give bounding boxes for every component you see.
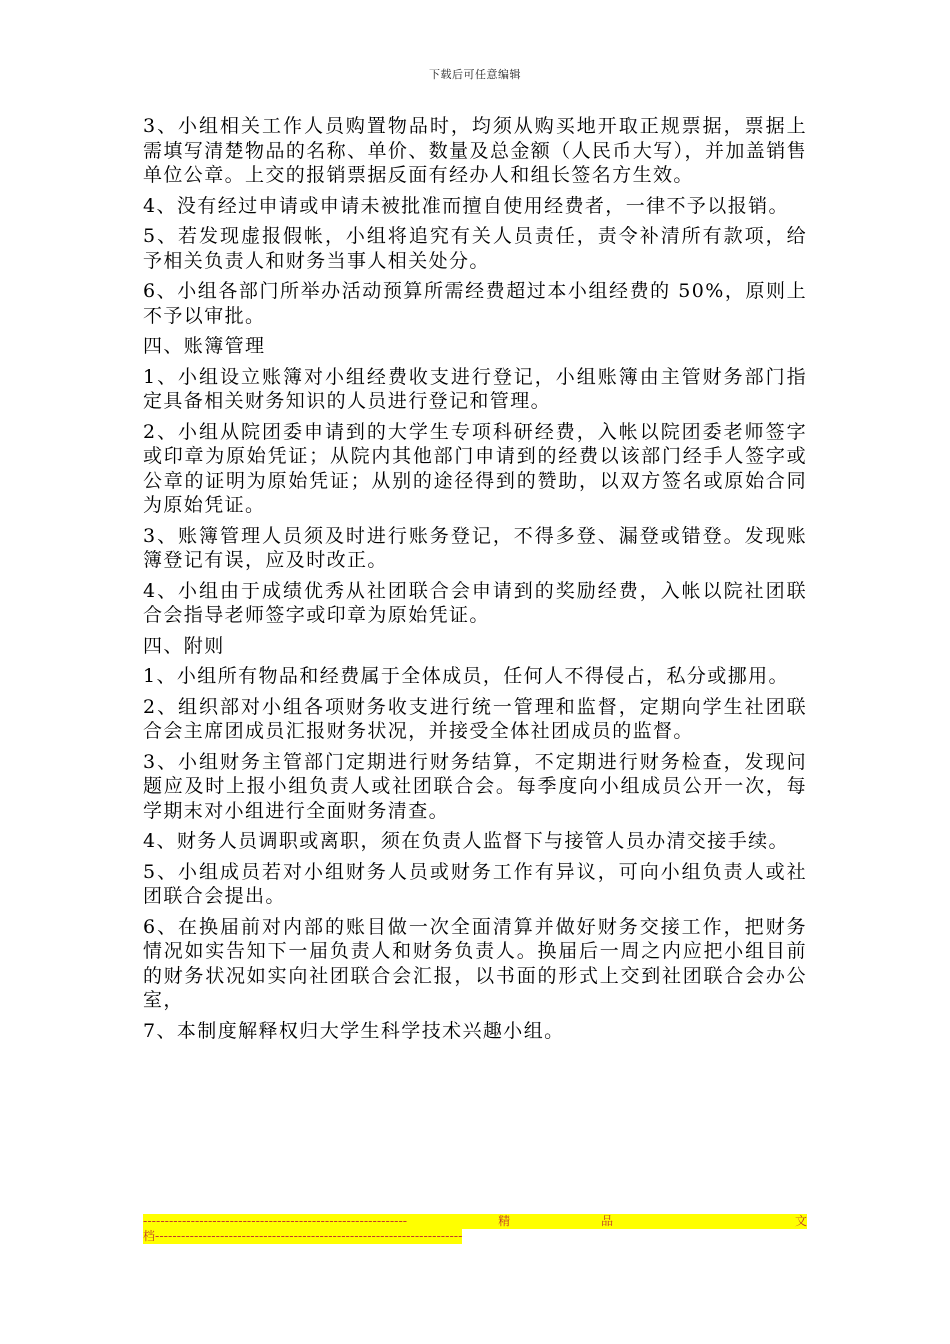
supplementary-paragraph-4: 4、财务人员调职或离职，须在负责人监督下与接管人员办清交接手续。	[143, 830, 789, 852]
section-heading-supplementary: 四、附则	[143, 634, 225, 657]
section-heading-ledger: 四、账簿管理	[143, 335, 266, 357]
footer-dashes-left: -------------------------------------------------------------	[143, 1214, 408, 1228]
supplementary-paragraph-3: 3、小组财务主管部门定期进行财务结算，不定期进行财务检查，发现问题应及时上报小组负责人或社团联合会。每季度向小组成员公开一次，每学期末对小组进行全面财务清查。	[143, 750, 807, 822]
footer-word-jing: 精	[498, 1214, 511, 1228]
document-body	[143, 114, 807, 1049]
page-header: 下载后可任意编辑	[429, 68, 521, 81]
footer-word-dang: 档	[143, 1229, 156, 1243]
paragraph-5-false-claims: 5、若发现虚报假帐，小组将追究有关人员责任，责令补清所有款项，给予相关负责人和财务当事人相关处分。	[143, 225, 807, 272]
ledger-paragraph-2: 2、小组从院团委申请到的大学生专项科研经费，入帐以院团委老师签字或印章为原始凭证；从院内其他部门申请到的经费以该部门经手人签字或公章的证明为原始凭证；从别的途径得到的赞助，以双方签名或原始合同为原始凭证。	[143, 420, 807, 516]
footer-word-wen: 文	[794, 1214, 807, 1228]
supplementary-paragraph-1: 1、小组所有物品和经费属于全体成员，任何人不得侵占，私分或挪用。	[143, 665, 789, 687]
paragraph-6-budget-limit: 6、小组各部门所举办活动预算所需经费超过本小组经费的 50%，原则上不予以审批。	[143, 280, 807, 327]
supplementary-paragraph-6: 6、在换届前对内部的账目做一次全面清算并做好财务交接工作，把财务情况如实告知下一届负责人和财务负责人。换届后一周之内应把小组目前的财务状况如实向社团联合会汇报，以书面的形式上交到社团联合会办公室，	[143, 915, 807, 1011]
paragraph-4-no-approval: 4、没有经过申请或申请未被批准而擅自使用经费者，一律不予以报销。	[143, 194, 789, 217]
supplementary-paragraph-7: 7、本制度解释权归大学生科学技术兴趣小组。	[143, 1019, 565, 1042]
ledger-paragraph-1: 1、小组设立账簿对小组经费收支进行登记，小组账簿由主管财务部门指定具备相关财务知识的人员进行登记和管理。	[143, 365, 807, 412]
footer-word-pin: 品	[601, 1214, 614, 1228]
page-footer	[143, 1214, 807, 1244]
supplementary-paragraph-5: 5、小组成员若对小组财务人员或财务工作有异议，可向小组负责人或社团联合会提出。	[143, 860, 807, 907]
supplementary-paragraph-2: 2、组织部对小组各项财务收支进行统一管理和监督，定期向学生社团联合会主席团成员汇报财务状况，并接受全体社团成员的监督。	[143, 695, 807, 742]
footer-row-1	[143, 1214, 807, 1229]
footer-dashes-right: -----------------------------------------------------------------------	[155, 1229, 463, 1243]
footer-row-2	[143, 1229, 462, 1244]
paragraph-3-receipts: 3、小组相关工作人员购置物品时，均须从购买地开取正规票据，票据上需填写清楚物品的名称、单价、数量及总金额（人民币大写），并加盖销售单位公章。上交的报销票据反面有经办人和组长签名方生效。	[143, 115, 807, 186]
ledger-paragraph-4: 4、小组由于成绩优秀从社团联合会申请到的奖励经费，入帐以院社团联合会指导老师签字或印章为原始凭证。	[143, 579, 807, 626]
ledger-paragraph-3: 3、账簿管理人员须及时进行账务登记，不得多登、漏登或错登。发现账簿登记有误，应及时改正。	[143, 524, 807, 571]
